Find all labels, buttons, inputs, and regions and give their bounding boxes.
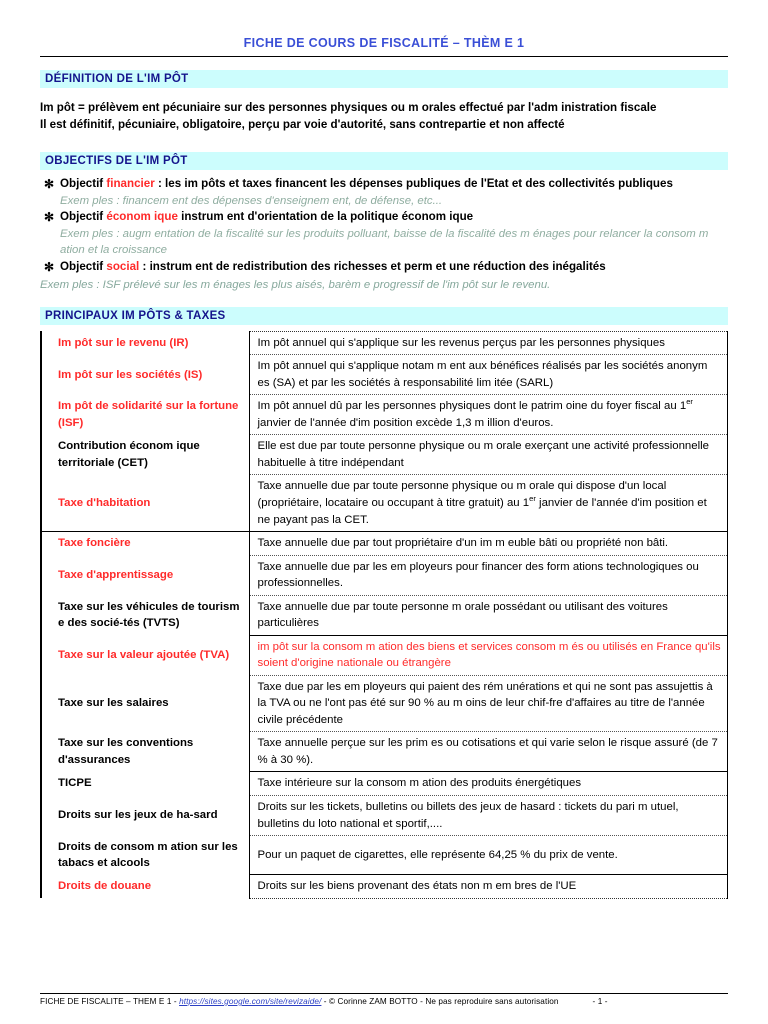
table-row (41, 475, 728, 532)
tax-name-cell: Im pôt sur les sociétés (IS) (41, 355, 249, 395)
tax-name-cell: Taxe sur les salaires (41, 675, 249, 732)
objective-prefix: Objectif (60, 259, 107, 273)
tax-description-cell: Taxe annuelle due par toute personne physique ou m orale qui dispose d'un local (propriétaire, locataire ou occupant à titre gratuit) au 1er janvier de l'année d'im position et ne payant pas la CET. (249, 475, 728, 532)
footer-divider (40, 993, 728, 994)
section-heading-principaux: PRINCIPAUX IM PÔTS & TAXES (40, 307, 728, 325)
tax-name-cell: Contribution économ ique territoriale (CET) (41, 435, 249, 475)
tax-name-cell: Taxe sur les conventions d'assurances (41, 732, 249, 772)
asterisk-bullet-icon: ✻ (44, 259, 55, 274)
table-row (41, 355, 728, 395)
objective-prefix: Objectif (60, 176, 107, 190)
objective-example: Exem ples : augm entation de la fiscalité sur les produits polluant, baisse de la fiscalité des m énages pour relancer la consom m ation et la croissance (60, 228, 709, 257)
section-heading-definition: DÉFINITION DE L'IM PÔT (40, 70, 728, 88)
tax-name-cell: Taxe foncière (41, 532, 249, 556)
tax-name-cell: Im pôt sur le revenu (IR) (41, 331, 249, 355)
footer-suffix: - © Corinne ZAM BOTTO - Ne pas reproduire sans autorisation (321, 997, 559, 1006)
objective-rest: : instrum ent de redistribution des richesses et perm et une réduction des inégalités (139, 259, 606, 273)
list-item (40, 176, 728, 193)
taxes-table-body (41, 331, 728, 898)
tax-description-cell: Taxe due par les em ployeurs qui paient des rém unérations et qui ne sont pas assujettis à la TVA ou ne l'ont pas été sur 90 % au m oins de leur chif-fre d'affaires au titre de l'année civile précédente (249, 675, 728, 732)
list-item (40, 209, 728, 226)
objective-text (60, 176, 728, 192)
definition-paragraphs (40, 100, 728, 134)
table-row (41, 331, 728, 355)
objectives-list (40, 176, 728, 293)
objective-rest: instrum ent d'orientation de la politique économ ique (177, 210, 474, 224)
tax-description-cell: Im pôt annuel dû par les personnes physiques dont le patrim oine du foyer fiscal au 1er janvier de l'année d'im position excède 1,3 m illion d'euros. (249, 395, 728, 435)
table-row (41, 836, 728, 875)
table-row (41, 732, 728, 772)
table-row (41, 772, 728, 796)
footer-link[interactable]: https://sites.google.com/site/revizaide/ (179, 997, 322, 1006)
tax-description-cell: Im pôt annuel qui s'applique sur les revenus perçus par les personnes physiques (249, 331, 728, 355)
taxes-table (40, 331, 728, 899)
definition-line: Im pôt = prélèvem ent pécuniaire sur des personnes physiques ou m orales effectué par l'adm inistration fiscale (40, 101, 657, 114)
tax-name-cell: Taxe sur la valeur ajoutée (TVA) (41, 635, 249, 675)
tax-description-cell: Taxe annuelle due par toute personne m orale possédant ou utilisant des voitures particulières (249, 595, 728, 635)
tax-name-cell: Droits sur les jeux de ha-sard (41, 795, 249, 835)
page-number: - 1 - (592, 997, 608, 1006)
tax-description-cell: Droits sur les tickets, bulletins ou billets des jeux de hasard : tickets du pari m utuel, bulletins du loto national et sportif,.... (249, 795, 728, 835)
table-row (41, 435, 728, 475)
tax-description-cell: Elle est due par toute personne physique ou m orale exerçant une activité professionnelle habituelle à titre indépendant (249, 435, 728, 475)
tax-description-cell: Taxe intérieure sur la consom m ation des produits énergétiques (249, 772, 728, 796)
tax-description-cell: im pôt sur la consom m ation des biens et services consom m és ou utilisés en France qu'ils soient d'origine nationale ou étrangère (249, 635, 728, 675)
tax-name-cell: Droits de douane (41, 875, 249, 899)
asterisk-bullet-icon: ✻ (44, 210, 55, 225)
tax-description-cell: Droits sur les biens provenant des états non m em bres de l'UE (249, 875, 728, 899)
table-row (41, 675, 728, 732)
objective-example: Exem ples : financem ent des dépenses d'enseignem ent, de défense, etc... (60, 194, 443, 207)
table-row (41, 395, 728, 435)
definition-line: Il est définitif, pécuniaire, obligatoire, perçu par voie d'autorité, sans contrepartie et non affecté (40, 118, 565, 132)
tax-description-cell: Pour un paquet de cigarettes, elle représente 64,25 % du prix de vente. (249, 836, 728, 875)
objective-keyword: financier (106, 176, 155, 190)
tax-name-cell: Im pôt de solidarité sur la fortune (ISF) (41, 395, 249, 435)
tax-description-cell: Taxe annuelle perçue sur les prim es ou cotisations et qui varie selon le risque assuré (de 7 % à 30 %). (249, 732, 728, 772)
title-divider (40, 56, 728, 57)
tax-name-cell: Taxe d'apprentissage (41, 555, 249, 595)
table-row (41, 555, 728, 595)
objective-text (60, 259, 728, 275)
footer (40, 993, 728, 1006)
tax-name-cell: Droits de consom m ation sur les tabacs et alcools (41, 836, 249, 875)
objectives-closing-example: Exem ples : ISF prélevé sur les m énages les plus aisés, barèm e progressif de l'im pôt sur le revenu. (40, 278, 551, 291)
asterisk-bullet-icon: ✻ (44, 176, 55, 191)
table-row (41, 795, 728, 835)
objective-keyword: social (106, 259, 140, 273)
tax-name-cell: Taxe sur les véhicules de tourism e des socié-tés (TVTS) (41, 595, 249, 635)
objective-prefix: Objectif (60, 210, 107, 224)
tax-description-cell: Im pôt annuel qui s'applique notam m ent aux bénéfices réalisés par les sociétés anonym es (SA) et par les sociétés à responsabilité lim itée (SARL) (249, 355, 728, 395)
tax-description-cell: Taxe annuelle due par les em ployeurs pour financer des form ations technologiques ou professionnelles. (249, 555, 728, 595)
objective-keyword: économ ique (106, 210, 178, 224)
footer-text (40, 997, 728, 1006)
table-row (41, 532, 728, 556)
tax-name-cell: TICPE (41, 772, 249, 796)
page-title: FICHE DE COURS DE FISCALITÉ – THÈM E 1 (243, 36, 525, 50)
objective-text (60, 209, 728, 225)
table-row (41, 595, 728, 635)
section-heading-objectifs: OBJECTIFS DE L'IM PÔT (40, 152, 728, 170)
objective-rest: : les im pôts et taxes financent les dépenses publiques de l'Etat et des collectivités publiques (154, 176, 673, 190)
table-row (41, 635, 728, 675)
list-item (40, 259, 728, 276)
tax-name-cell: Taxe d'habitation (41, 475, 249, 532)
tax-description-cell: Taxe annuelle due par tout propriétaire d'un im m euble bâti ou propriété non bâti. (249, 532, 728, 556)
table-row (41, 875, 728, 899)
footer-prefix: FICHE DE FISCALITE – THEM E 1 - (40, 997, 180, 1006)
